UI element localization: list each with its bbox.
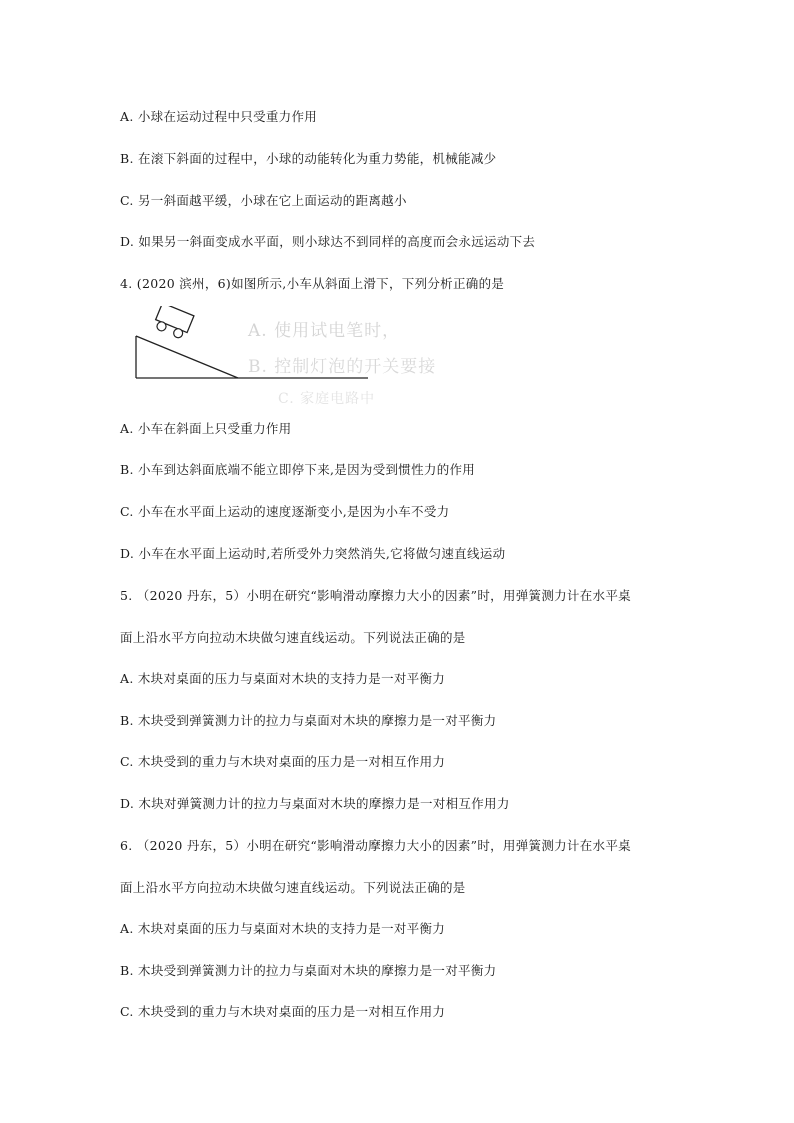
incline-diagram xyxy=(128,306,378,406)
q4-option-a: A. 小车在斜面上只受重力作用 xyxy=(120,421,292,436)
q4-option-d: D. 小车在水平面上运动时,若所受外力突然消失,它将做匀速直线运动 xyxy=(120,546,506,561)
q5-option-c: C. 木块受到的重力与木块对桌面的压力是一对相互作用力 xyxy=(120,754,446,769)
bleed-through-text-1: A. 使用试电笔时， xyxy=(248,321,401,341)
q5-option-d: D. 木块对弹簧测力计的拉力与桌面对木块的摩擦力是一对相互作用力 xyxy=(120,796,510,811)
q4-stem: 4. (2020 滨州，6)如图所示,小车从斜面上滑下，下列分析正确的是 xyxy=(120,276,505,291)
cart xyxy=(152,306,194,340)
incline-slope xyxy=(136,336,238,378)
q3-option-b: B. 在滚下斜面的过程中，小球的动能转化为重力势能，机械能减少 xyxy=(120,151,497,166)
bleed-through-text-2: B. 控制灯泡的开关要接 xyxy=(248,357,437,377)
q3-option-a: A. 小球在运动过程中只受重力作用 xyxy=(120,109,318,124)
q6-stem-line2: 面上沿水平方向拉动木块做匀速直线运动。下列说法正确的是 xyxy=(120,880,466,895)
q5-stem-line1: 5. （2020 丹东，5）小明在研究“影响滑动摩擦力大小的因素”时，用弹簧测力计在水平桌 xyxy=(120,588,631,603)
incline-cart-figure xyxy=(128,306,437,407)
q6-option-a: A. 木块对桌面的压力与桌面对木块的支持力是一对平衡力 xyxy=(120,921,446,936)
q5-option-a: A. 木块对桌面的压力与桌面对木块的支持力是一对平衡力 xyxy=(120,671,446,686)
q4-option-b: B. 小车到达斜面底端不能立即停下来,是因为受到惯性力的作用 xyxy=(120,462,476,477)
q5-stem-line2: 面上沿水平方向拉动木块做匀速直线运动。下列说法正确的是 xyxy=(120,630,466,645)
q6-option-c: C. 木块受到的重力与木块对桌面的压力是一对相互作用力 xyxy=(120,1004,446,1019)
q6-option-b: B. 木块受到弹簧测力计的拉力与桌面对木块的摩擦力是一对平衡力 xyxy=(120,963,497,978)
q3-option-c: C. 另一斜面越平缓，小球在它上面运动的距离越小 xyxy=(120,193,407,208)
q5-option-b: B. 木块受到弹簧测力计的拉力与桌面对木块的摩擦力是一对平衡力 xyxy=(120,713,497,728)
q3-option-d: D. 如果另一斜面变成水平面，则小球达不到同样的高度而会永远运动下去 xyxy=(120,234,536,249)
bleed-through-text-3: C. 家庭电路中 xyxy=(278,391,376,407)
q4-option-c: C. 小车在水平面上运动的速度逐渐变小,是因为小车不受力 xyxy=(120,504,450,519)
q6-stem-line1: 6. （2020 丹东，5）小明在研究“影响滑动摩擦力大小的因素”时，用弹簧测力计在水平桌 xyxy=(120,838,631,853)
